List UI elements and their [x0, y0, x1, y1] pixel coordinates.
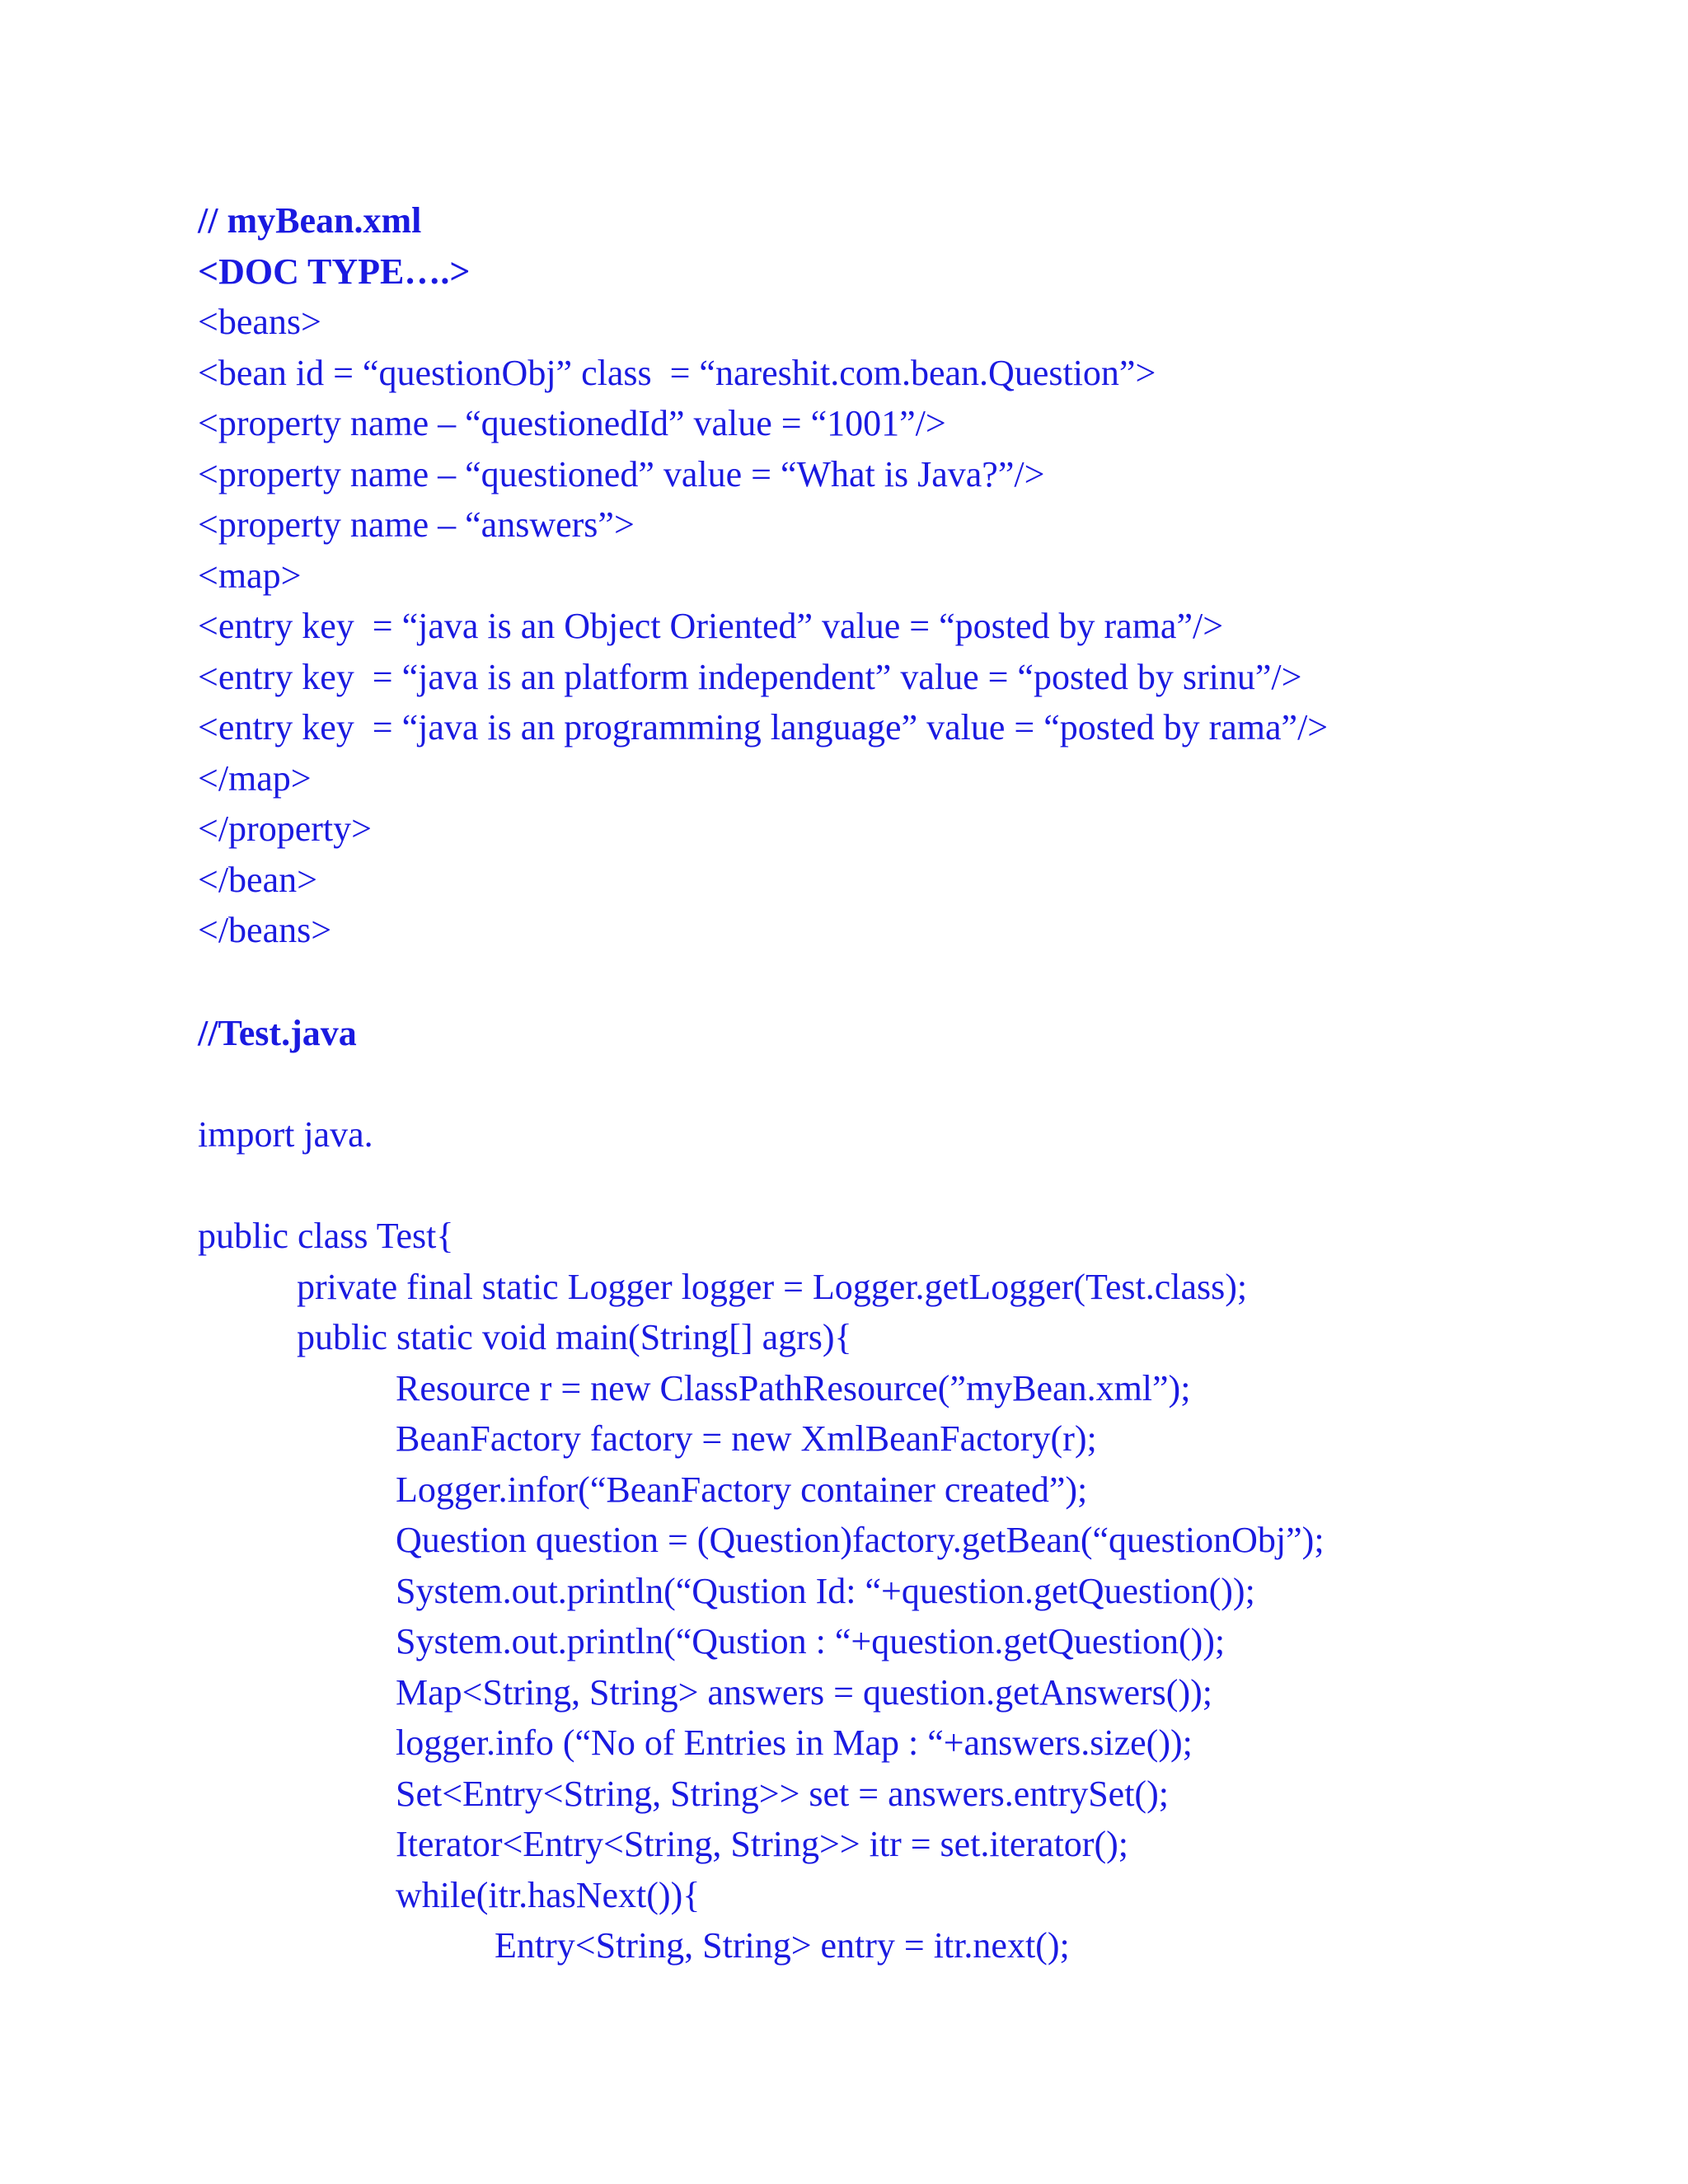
- xml-file-comment: // myBean.xml: [198, 200, 422, 241]
- java-file-comment: //Test.java: [198, 1013, 357, 1053]
- xml-code-line: </property>: [198, 808, 372, 849]
- java-file-heading: [198, 1008, 357, 1059]
- java-code-line: BeanFactory factory = new XmlBeanFactory(r);: [396, 1418, 1097, 1459]
- java-code-line: public class Test{: [198, 1216, 454, 1256]
- java-code-line: Question question = (Question)factory.getBean(“questionObj”);: [396, 1520, 1325, 1560]
- java-code-line: while(itr.hasNext()){: [396, 1874, 701, 1915]
- xml-code-line: <entry key = “java is an Object Oriented” value = “posted by rama”/>: [198, 606, 1224, 646]
- java-code-line: Resource r = new ClassPathResource(”myBean.xml”);: [396, 1367, 1191, 1408]
- java-code-line: Logger.infor(“BeanFactory container created”);: [396, 1469, 1088, 1510]
- xml-code-line: </bean>: [198, 859, 317, 900]
- xml-code-line: <beans>: [198, 302, 321, 342]
- xml-code-line: </beans>: [198, 910, 332, 950]
- java-code-line: Iterator<Entry<String, String>> itr = set.iterator();: [396, 1824, 1128, 1864]
- xml-code-line: </map>: [198, 757, 312, 799]
- xml-code-line: <bean id = “questionObj” class = “nareshit.com.bean.Question”>: [198, 352, 1156, 393]
- java-code-line: Entry<String, String> entry = itr.next();: [495, 1925, 1070, 1966]
- import-statement: [198, 1109, 373, 1160]
- xml-code-line: <property name – “questioned” value = “What is Java?”/>: [198, 453, 1045, 494]
- java-code-block: [198, 1211, 1325, 1971]
- java-code-line: System.out.println(“Qustion Id: “+question.getQuestion());: [396, 1570, 1255, 1611]
- xml-code-line: <property name – “answers”>: [198, 504, 635, 545]
- xml-doctype-line: <DOC TYPE….>: [198, 251, 471, 292]
- xml-code-block: [198, 195, 1328, 956]
- java-code-line: Set<Entry<String, String>> set = answers.entrySet();: [396, 1773, 1169, 1814]
- java-import-line: import java.: [198, 1114, 373, 1155]
- xml-code-line: <map>: [198, 555, 302, 596]
- java-code-line: private final static Logger logger = Logger.getLogger(Test.class);: [297, 1266, 1248, 1307]
- java-code-line: System.out.println(“Qustion : “+question.getQuestion());: [396, 1621, 1226, 1661]
- xml-code-line: <property name – “questionedId” value = “1001”/>: [198, 403, 946, 443]
- xml-code-line: <entry key = “java is an platform independent” value = “posted by srinu”/>: [198, 656, 1302, 697]
- xml-code-line: <entry key = “java is an programming language” value = “posted by rama”/>: [198, 707, 1329, 748]
- java-code-line: public static void main(String[] agrs){: [297, 1317, 852, 1357]
- java-code-line: logger.info (“No of Entries in Map : “+answers.size());: [396, 1722, 1193, 1763]
- java-code-line: Map<String, String> answers = question.getAnswers());: [396, 1671, 1212, 1713]
